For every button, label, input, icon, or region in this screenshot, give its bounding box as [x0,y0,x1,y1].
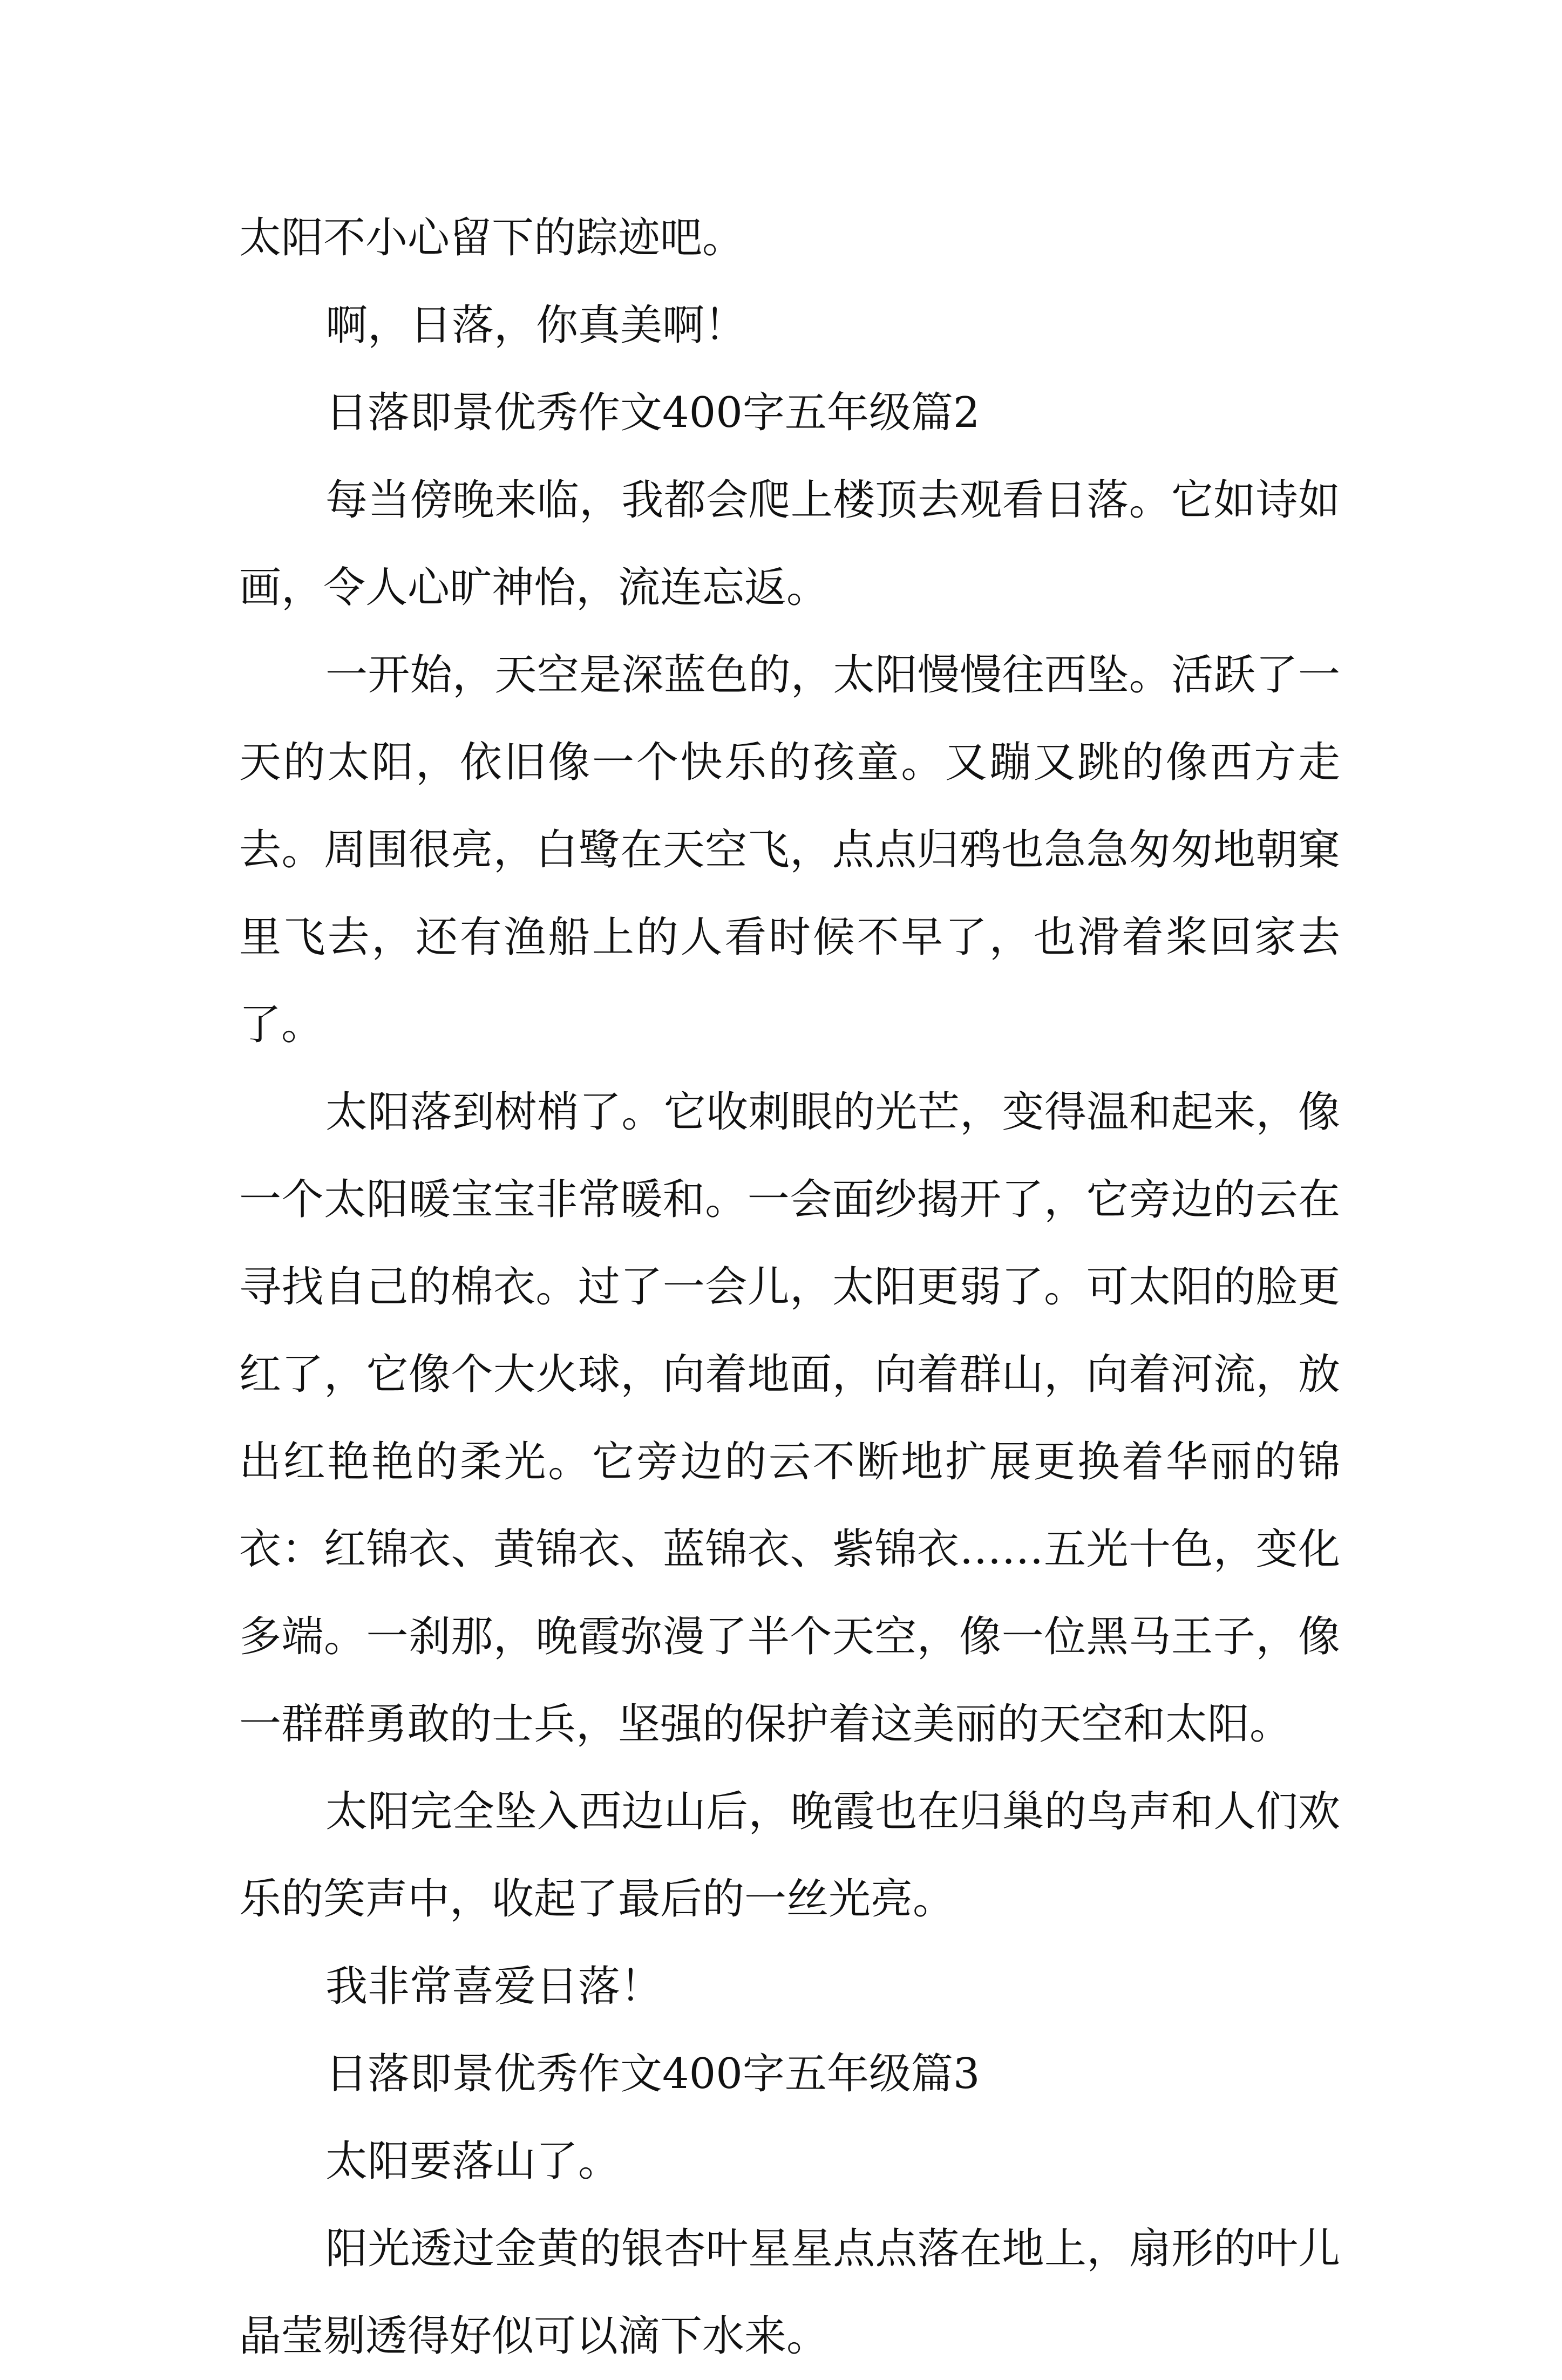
paragraph-exclamation: 啊，日落，你真美啊！ [325,301,747,350]
paragraph: 阳光透过金黄的银杏叶星星点点落在地上，扇形的叶儿晶莹剔透得好似可以滴下水来。 [239,2225,1340,2361]
paragraph: 每当傍晚来临，我都会爬上楼顶去观看日落。它如诗如画，令人心旷神怡，流连忘返。 [239,476,1340,612]
paragraph: 太阳完全坠入西边山后，晚霞也在归巢的鸟声和人们欢乐的笑声中，收起了最后的一丝光亮。 [239,1787,1340,1923]
paragraph: 太阳落到树梢了。它收刺眼的光芒，变得温和起来，像一个太阳暖宝宝非常暖和。一会面纱揭开了，它旁边的云在寻找自己的棉衣。过了一会儿，太阳更弱了。可太阳的脸更红了，它像个大火球，向着地面，向着群山，向着河流，放出红艳艳的柔光。它旁边的云不断地扩展更换着华丽的锦衣：红锦衣、黄锦衣、蓝锦衣、紫锦衣……五光十色，变化多端。一刹那，晚霞弥漫了半个天空，像一位黑马王子，像一群群勇敢的士兵，坚强的保护着这美丽的天空和太阳。 [239,1088,1340,1749]
paragraph: 一开始，天空是深蓝色的，太阳慢慢往西坠。活跃了一天的太阳，依旧像一个快乐的孩童。又蹦又跳的像西方走去。周围很亮，白鹭在天空飞，点点归鸦也急急匆匆地朝窠里飞去，还有渔船上的人看时候不早了，也滑着桨回家去了。 [239,651,1340,1049]
paragraph: 我非常喜爱日落！ [325,1962,663,2011]
essay-body [239,194,1340,2380]
paragraph-intro-end: 太阳不小心留下的踪迹吧。 [239,214,745,262]
section-heading-3: 日落即景优秀作文400字五年级篇3 [325,2050,980,2098]
paragraph: 太阳要落山了。 [325,2137,621,2186]
section-heading-2: 日落即景优秀作文400字五年级篇2 [325,389,980,437]
